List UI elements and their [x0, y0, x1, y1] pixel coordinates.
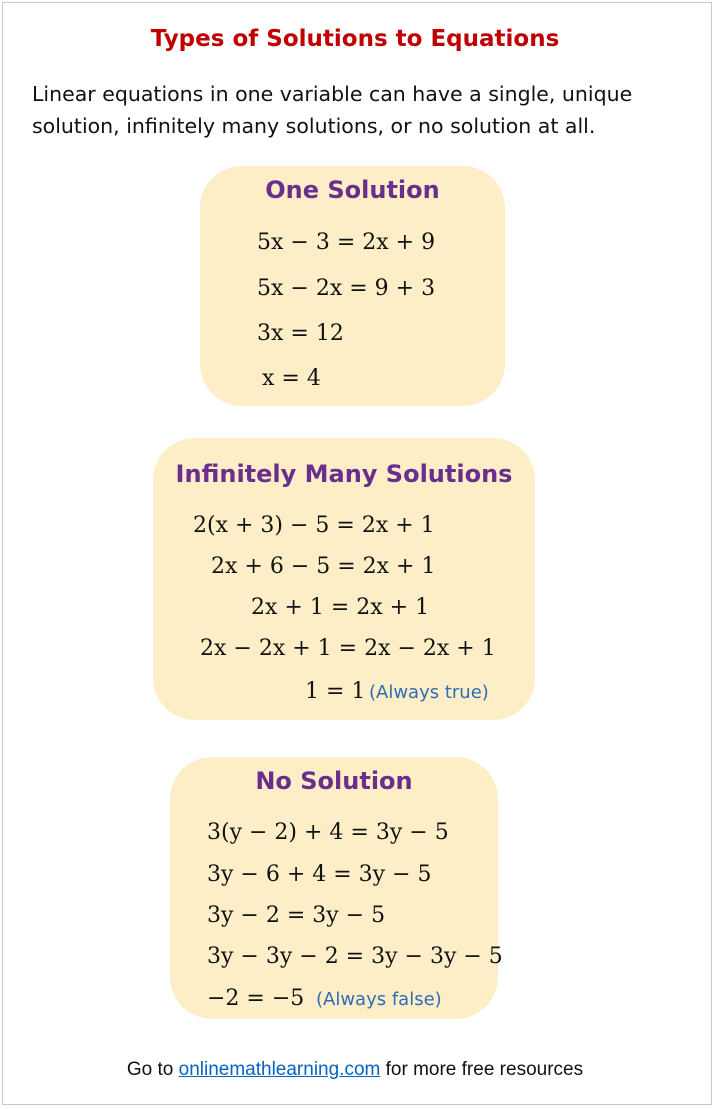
- card-heading: No Solution: [255, 767, 413, 795]
- equation-line: 3x = 12: [257, 321, 344, 346]
- intro-text: Linear equations in one variable can have a single, unique solution, infinitely many solutions, or no solution at all.: [32, 82, 633, 138]
- card-infinitely-many-solutions: [153, 438, 535, 720]
- equation-line: 3y − 6 + 4 = 3y − 5: [207, 862, 432, 887]
- equation-line: 2x − 2x + 1 = 2x − 2x + 1: [200, 636, 496, 661]
- always-true-note: (Always true): [369, 682, 489, 703]
- equation-line: 5x − 3 = 2x + 9: [257, 230, 436, 255]
- card-one-solution: [200, 166, 505, 406]
- card-no-solution: [170, 757, 503, 1019]
- equation-line: 3y − 2 = 3y − 5: [207, 903, 386, 928]
- equation-line: −2 = −5: [207, 986, 305, 1011]
- card-heading: One Solution: [265, 176, 440, 204]
- footer-suffix: for more free resources: [380, 1059, 584, 1080]
- page-title: Types of Solutions to Equations: [150, 26, 560, 52]
- equation-line: 2x + 6 − 5 = 2x + 1: [211, 554, 436, 579]
- footer-text: [0, 1059, 710, 1081]
- equation-line: x = 4: [262, 366, 321, 391]
- equation-line: 2(x + 3) − 5 = 2x + 1: [193, 513, 435, 538]
- card-heading: Infinitely Many Solutions: [175, 460, 513, 488]
- equation-line: 2x + 1 = 2x + 1: [251, 595, 430, 620]
- equation-line: 3(y − 2) + 4 = 3y − 5: [207, 820, 449, 845]
- footer-prefix: Go to: [126, 1059, 179, 1080]
- equation-line: 3y − 3y − 2 = 3y − 3y − 5: [207, 944, 503, 969]
- always-false-note: (Always false): [316, 989, 442, 1010]
- equation-line: 1 = 1: [305, 679, 366, 704]
- equation-line: 5x − 2x = 9 + 3: [257, 276, 436, 301]
- footer-link[interactable]: onlinemathlearning.com: [178, 1059, 381, 1080]
